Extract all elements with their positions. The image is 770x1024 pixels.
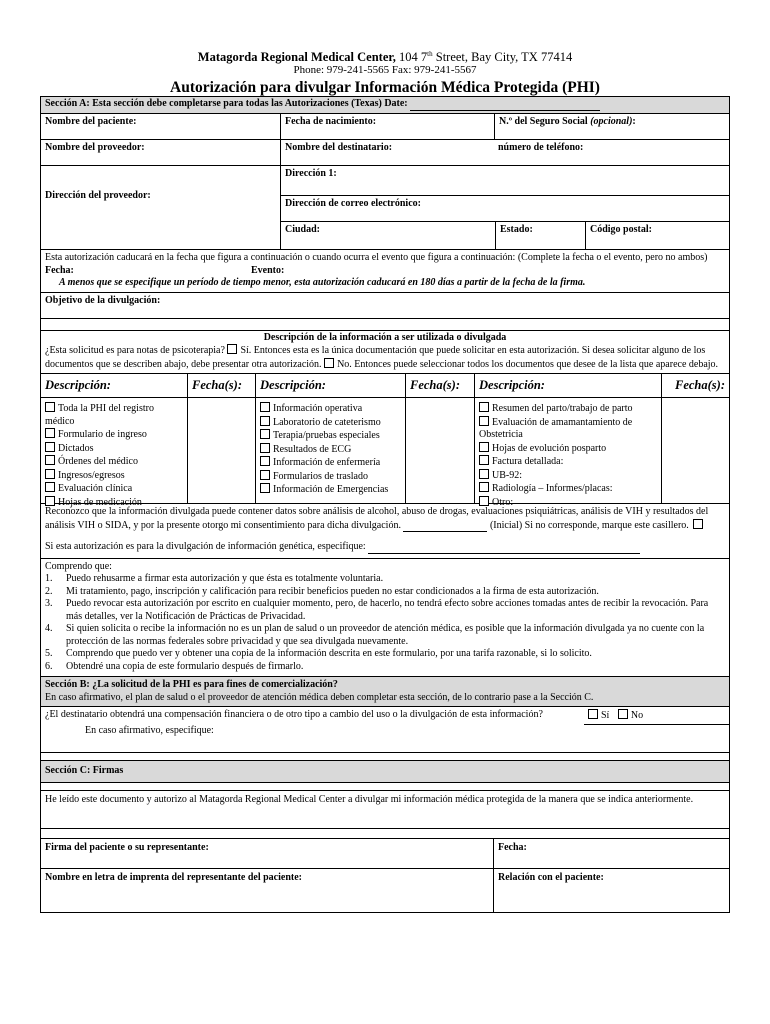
col3-list-item-label: Otro: [492,496,514,508]
section-b-heading-row [41,676,729,706]
col1-desc-header: Descripción: [45,378,111,392]
col1-list-item-label: Ingresos/egresos [58,469,125,481]
marketing-no-checkbox[interactable] [618,709,628,719]
understand-item-text: Comprendo que puedo ver y obtener una copia de la información descrita en este formulario, por una tarifa razonable, si lo solicito. [66,648,592,659]
col1-list-checkbox[interactable] [45,428,55,438]
col2-list-item [260,456,401,470]
col1-list-item [45,482,183,496]
psych-yes-checkbox[interactable] [227,344,237,354]
authorization-form [40,96,730,913]
col2-list-checkbox[interactable] [260,429,270,439]
marketing-yes-label: Sí [601,710,610,721]
state-field[interactable] [495,222,585,249]
date-field[interactable] [410,100,600,111]
printed-name-label: Nombre en letra de imprenta del representante del paciente: [45,872,302,883]
provider-name-label: Nombre del proveedor: [45,142,145,153]
zip-label: Código postal: [590,224,652,235]
patient-row [41,113,729,139]
psych-question: ¿Esta solicitud es para notas de psicoterapia? [45,345,225,356]
col2-list-item-label: Laboratorio de cateterismo [273,416,381,428]
understand-item-number: 6. [45,660,53,672]
col3-list-checkbox[interactable] [479,442,489,452]
ssn-label: N.º del Seguro Social [499,116,588,127]
patient-name-label: Nombre del paciente: [45,116,137,127]
col1-list-item [45,469,183,483]
understand-intro: Comprendo que: [45,560,112,572]
marketing-no-label: No [630,710,644,721]
email-field[interactable] [281,195,729,221]
col3-list-item-label: Hojas de evolución posparto [492,442,607,454]
signature-date-field[interactable] [493,839,729,868]
col2-list-item-label: Información de Emergencias [273,484,389,495]
psych-yes-text: Sí. Entonces esta es la única documentación que puede solicitar en esta autorización. Si desea solicitar alguno de los documentos que se describen abajo, debe presentar otra autorización. [45,345,706,370]
section-c-heading: Sección C: Firmas [45,765,124,776]
info-desc-block [41,330,729,374]
understand-item-text: Puedo revocar esta autorización por escrito en cualquier momento, pero, de hacerlo, no tendrá efecto sobre acciones tomadas antes de recibir la revocación. Para más detalles, ver la Notificación de Prácticas de Privacidad. [66,598,709,622]
col1-list-checkbox[interactable] [45,469,55,479]
understand-row [41,558,729,677]
section-c-statement-row [41,790,729,828]
col2-list-item-label: Información operativa [273,403,363,414]
col2-list-checkbox[interactable] [260,402,270,412]
birth-date-field[interactable] [280,114,494,139]
col2-dates[interactable] [405,398,474,503]
genetic-label: Si esta autorización es para la divulgación de información genética, especifique: [45,541,366,552]
expiry-bold: A menos que se especifique un período de tiempo menor, esta autorización caducará en 180 días a partir de la fecha de la firma. [59,277,586,288]
col3-dates[interactable] [661,398,729,503]
expiry-date-label: Fecha: [45,264,74,276]
col1-list-item-label: Órdenes del médico [58,456,138,467]
patient-name-field[interactable] [41,114,280,139]
col3-list-checkbox[interactable] [479,482,489,492]
phone-number-field[interactable] [494,140,729,165]
col3-list-item [479,482,657,496]
recipient-name-label: Nombre del destinatario: [285,142,393,153]
understand-item-number: 1. [45,573,53,584]
phone-number-label: número de teléfono: [498,142,584,153]
col3-list-checkbox[interactable] [479,416,489,426]
expiry-row [41,249,729,292]
col1-list [41,398,187,508]
understand-item [45,598,725,623]
ssn-optional: (opcional) [590,116,633,127]
col3-desc-header: Descripción: [474,374,661,397]
col1-dates[interactable] [187,398,255,503]
understand-item [45,661,725,674]
birth-date-label: Fecha de nacimiento: [285,116,377,127]
hiv-initial-field[interactable] [403,521,487,532]
col2-list-item [260,443,401,457]
hiv-row [41,503,729,558]
ssn-field[interactable] [494,114,729,139]
col2-list-item [260,429,401,443]
col1-list-item [45,442,183,456]
hiv-text-1: Reconozco que la información divulgada puede contener datos sobre análisis de alcohol, abuso de drogas, evaluaciones psiquiátricas, análisis de VIH y resultados del análisis VIH o SIDA, y por la presente otorgo mi consentimiento para dicha divulgación. [45,506,709,531]
col2-list [255,398,405,503]
understand-item-number: 3. [45,598,53,609]
page-title: Autorización para divulgar Información Médica Protegida (PHI) [170,79,600,96]
provider-row [41,139,729,165]
section-b-heading: Sección B: ¿La solicitud de la PHI es para fines de comercialización? [45,679,338,690]
col1-list-checkbox[interactable] [45,455,55,465]
understand-item [45,573,725,586]
purpose-row [41,292,729,318]
understand-item-text: Obtendré una copia de este formulario después de firmarlo. [66,660,304,672]
section-b-subheading: En caso afirmativo, el plan de salud o el proveedor de atención médica deben completar esta sección, de lo contrario pase a la Sección C. [45,691,594,703]
psych-no-checkbox[interactable] [324,358,334,368]
col3-list-item [479,402,657,416]
col2-list-item-label: Resultados de ECG [273,443,352,455]
col2-list-checkbox[interactable] [260,470,270,480]
purpose-label: Objetivo de la divulgación: [45,294,161,306]
col2-list-item [260,416,401,430]
expiry-event-label: Evento: [251,264,285,276]
understand-item-text: Si quien solicita o recibe la información no es un plan de salud o un proveedor de atención médica, es posible que la información divulgada ya no cuente con la protección de las normas federales sobre privacidad y que sea divulgada nuevamente. [66,623,705,647]
col3-list-checkbox[interactable] [479,469,489,479]
understand-item [45,586,725,599]
recipient-name-field[interactable] [280,140,494,165]
signature-label: Firma del paciente o su representante: [45,842,209,853]
col1-list-item-label: Dictados [58,442,94,454]
signature-field[interactable] [41,839,493,868]
col3-list-item-label: Radiología – Informes/placas: [492,483,613,494]
col2-dates-header: Fecha(s): [405,374,474,397]
col3-list-checkbox[interactable] [479,455,489,465]
col2-list-checkbox[interactable] [260,443,270,453]
understand-item [45,648,725,661]
marketing-yes-checkbox[interactable] [588,709,598,719]
understand-item-number: 4. [45,623,53,634]
col2-list-item [260,483,401,497]
col3-dates-header: Fecha(s): [661,374,729,397]
col2-list-checkbox[interactable] [260,456,270,466]
understand-item [45,623,725,648]
section-b-question-row [41,706,729,752]
understand-item-number: 2. [45,585,53,597]
hiv-initial-label: (Inicial) [489,519,523,531]
phone-fax: Phone: 979-241-5565 Fax: 979-241-5567 [293,64,477,76]
address-block [41,165,729,249]
address-1-label: Dirección 1: [285,168,337,179]
address-pre: 104 7 [399,50,428,65]
col3-list-checkbox[interactable] [479,402,489,412]
col1-list-checkbox[interactable] [45,482,55,492]
state-label: Estado: [500,224,533,235]
section-b-specify: En caso afirmativo, especifique: [85,724,214,736]
col2-list-checkbox[interactable] [260,416,270,426]
col1-list-item [45,455,183,469]
section-a-heading: Sección A: Esta sección debe completarse para todas las Autorizaciones (Texas) Date: [45,98,408,109]
col1-list-item-label: Hojas de medicación [58,496,142,508]
genetic-field[interactable] [368,543,640,554]
desc-header-row [41,373,729,397]
provider-address-label: Dirección del proveedor: [45,190,151,202]
understand-item-text: Mi tratamiento, pago, inscripción y calificación para recibir beneficios pueden no estar condicionados a la firma de esta autorización. [66,585,599,597]
col2-list-item-label: Información de enfermería [273,457,381,468]
col3-list [474,398,661,508]
address-post: Street, Bay City, TX 77414 [432,50,573,65]
hiv-text-2: Si no corresponde, marque este casillero. [524,519,689,531]
col3-list-item-label: UB-92: [492,469,522,481]
col3-list-item-label: Factura detallada: [492,456,564,467]
relationship-field[interactable] [493,869,729,912]
signature-row [41,838,729,868]
understand-item-number: 5. [45,648,53,659]
col2-list-item-label: Terapia/pruebas especiales [273,430,380,441]
expiry-text: Esta autorización caducará en la fecha que figura a continuación o cuando ocurra el evento que figura a continuación: (Complete la fecha o el evento, pero no ambos) [45,252,708,263]
relationship-label: Relación con el paciente: [498,872,604,883]
printed-name-field[interactable] [41,869,493,912]
city-field[interactable] [281,222,495,249]
col1-list-checkbox[interactable] [45,442,55,452]
col1-list-checkbox[interactable] [45,402,55,412]
city-label: Ciudad: [285,224,321,235]
signature-date-label: Fecha: [498,842,527,853]
ssn-colon: : [632,116,636,127]
understand-list [45,573,725,673]
col1-dates-header: Fecha(s): [187,374,255,397]
col1-list-item [45,428,183,442]
section-a-heading-row [41,97,729,113]
hiv-na-checkbox[interactable] [693,519,703,529]
address-1-field[interactable] [281,166,729,195]
printed-name-row [41,868,729,912]
info-desc-heading: Descripción de la información a ser utilizada o divulgada [263,331,507,343]
col1-list-item-label: Toda la PHI del registro médico [45,403,154,427]
col3-list-item-label: Evaluación de amamantamiento de Obstetricia [479,416,633,440]
email-label: Dirección de correo electrónico: [285,198,421,209]
zip-field[interactable] [585,222,729,249]
col2-list-checkbox[interactable] [260,483,270,493]
col1-list-item-label: Formulario de ingreso [58,429,147,440]
section-c-heading-row [41,760,729,782]
col2-list-item-label: Formularios de traslado [273,470,368,482]
understand-item-text: Puedo rehusarme a firmar esta autorización y que ésta es totalmente voluntaria. [66,573,384,584]
desc-items-row [41,397,729,508]
col3-list-item [479,442,657,456]
col2-list-item [260,470,401,484]
col3-list-item-label: Resumen del parto/trabajo de parto [492,403,633,414]
col2-desc-header: Descripción: [255,374,405,397]
purpose-field[interactable] [41,293,729,318]
col3-list-item [479,469,657,483]
col3-list-item [479,455,657,469]
provider-address-field[interactable] [41,166,280,249]
section-c-statement: He leído este documento y autorizo al Matagorda Regional Medical Center a divulgar mi información médica protegida de la manera que se indica anteriormente. [45,794,694,805]
psych-no-text: No. Entonces puede seleccionar todos los documentos que desee de la lista que aparece debajo. [337,358,719,370]
provider-name-field[interactable] [41,140,280,165]
col1-list-item-label: Evaluación clínica [58,483,133,494]
col3-list-item [479,416,657,442]
address-sup: th [427,50,433,58]
col1-list-item [45,402,183,428]
section-b-question: ¿El destinatario obtendrá una compensación financiera o de otro tipo a cambio del uso o la divulgación de esta información? [45,709,543,720]
col2-list-item [260,402,401,416]
org-name: Matagorda Regional Medical Center, [197,50,396,65]
